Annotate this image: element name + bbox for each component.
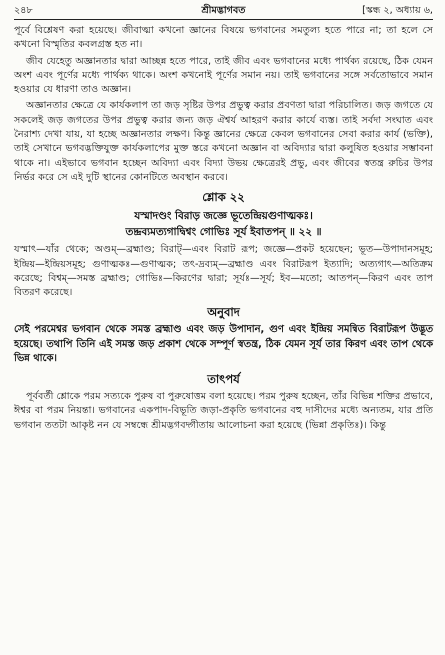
header-divider — [14, 19, 433, 20]
running-header — [14, 2, 433, 19]
book-title: শ্রীমদ্ভাগবত — [201, 5, 246, 16]
word-synonyms: যস্মাৎ—যাঁর থেকে; অণ্ডম্—ব্রহ্মাণ্ড; বিরাট্—এবং বিরাট রূপ; জজ্ঞে—প্রকট হয়েছেন; ভূত—উপাদানসমূহ; ইন্দ্রিয়—ইন্দ্রিয়সমূহ; গুণাত্মকঃ—গুণাত্মক; তৎ-দ্রব্যম্—ব্রহ্মাণ্ড এবং বিরাটরূপ ইত্যাদি; অত্যগাৎ—অতিক্রম করেছে; বিশ্বম্—সমস্ত ব্রহ্মাণ্ড; গোভিঃ—কিরণের দ্বারা; সূর্যঃ—সূর্য; ইব—মতো; আতপন্—কিরণ এবং তাপ বিতরণ করেছে। — [14, 244, 433, 299]
sanskrit-verse — [14, 208, 433, 240]
chapter-reference: [স্কন্ধ ২, অধ্যায় ৬, — [362, 5, 433, 16]
purport-heading: তাৎপর্য — [207, 371, 240, 386]
translation-heading: অনুবাদ — [207, 305, 240, 320]
intro-paragraph: জীব যেহেতু অজ্ঞানতার দ্বারা আচ্ছন্ন হতে পারে, তাই জীব এবং ভগবানের মধ্যে পার্থক্য রয়েছে, ঠিক যেমন অংশ এবং পূর্ণের মধ্যে পার্থক্য থাকে। অংশ কখনোই পূর্ণের সমান নয়। তাই ভগবানের সঙ্গে সর্বতোভাবে সমান হওয়ার যে ধারণা তাও অজ্ঞান। — [14, 55, 433, 96]
page-number: ২৪৮ — [14, 5, 33, 16]
purport-section — [14, 390, 433, 433]
verse-heading: শ্লোক ২২ — [202, 190, 245, 205]
purport-paragraph: পূর্ববর্তী শ্লোকে পরম সত্যকে পুরুষ বা পুরুষোত্তম বলা হয়েছে। পরম পুরুষ হচ্ছেন, তাঁর বিভিন্ন শক্তির প্রভাবে, ঈশ্বর বা পরম নিয়ন্তা। ভগবানের একপাদ-বিভূতি জড়া-প্রকৃতি ভগবানের বহু দাসীদের মধ্যে অন্যতম, যার প্রতি ভগবান ততটা আকৃষ্ট নন যে সম্বন্ধে শ্রীমদ্ভগবদ্গীতায় আলোচনা করা হয়েছে (ভিন্না প্রকৃতিঃ)। কিন্তু — [14, 390, 433, 431]
intro-paragraph: অজ্ঞানতার ক্ষেত্রে যে কার্যকলাপ তা জড় সৃষ্টির উপর প্রভুত্ব করার প্রবণতা দ্বারা পরিচালিত। জড় জগতে যে সকলেই জড় জগতের উপর প্রভুত্ব করার জন্য জড় ঐশ্বর্য আহরণ করার কার্যে ব্যস্ত। তাই সর্বদা সংঘাত এবং নৈরাশ্য দেখা যায়, যা হচ্ছে অজ্ঞানতার লক্ষণ। কিন্তু জ্ঞানের ক্ষেত্রে কেবল ভগবানের সেবা করার কার্য (ভক্তি), তাই সেখানে ভগবদ্ভক্তিযুক্ত কার্যকলাপের মুক্ত স্তরে কখনো অজ্ঞান বা অবিদ্যার দ্বারা কলুষিত হওয়ার সম্ভাবনা থাকে না। এইভাবে ভগবান হচ্ছেন অবিদ্যা এবং বিদ্যা উভয় ক্ষেত্রেরই প্রভু, এবং জীবের স্বতন্ত্র রুচির উপর নির্ভর করে সে এই দুটি স্থানের কোনটিতে অবস্থান করবে। — [14, 100, 433, 183]
verse-line: তদ্দ্রব্যমত্যগাদ্বিশ্বং গোভিঃ সূর্য ইবাতপন্ ॥ ২২ ॥ — [125, 226, 322, 239]
intro-text — [14, 24, 433, 185]
intro-paragraph: পূর্বে বিশ্লেষণ করা হয়েছে। জীবাত্মা কখনো জ্ঞানের বিষয়ে ভগবানের সমতুল্য হতে পারে না; তা হলে সে কখনো বিস্মৃতির কবলগ্রস্ত হত না। — [14, 25, 433, 51]
translation-text: সেই পরমেশ্বর ভগবান থেকে সমস্ত ব্রহ্মাণ্ড এবং জড় উপাদান, গুণ এবং ইন্দ্রিয় সমন্বিত বিরাটরূপ উদ্ভূত হয়েছে। তথাপি তিনি এই সমস্ত জড় প্রকাশ থেকে সম্পূর্ণ স্বতন্ত্র, ঠিক যেমন সূর্য তার কিরণ এবং তাপ থেকে ভিন্ন থাকে। — [14, 324, 433, 365]
verse-line: যস্মাদণ্ডং বিরাড় জজ্ঞে ভূতেন্দ্রিয়গুণাত্মকঃ। — [134, 210, 313, 223]
